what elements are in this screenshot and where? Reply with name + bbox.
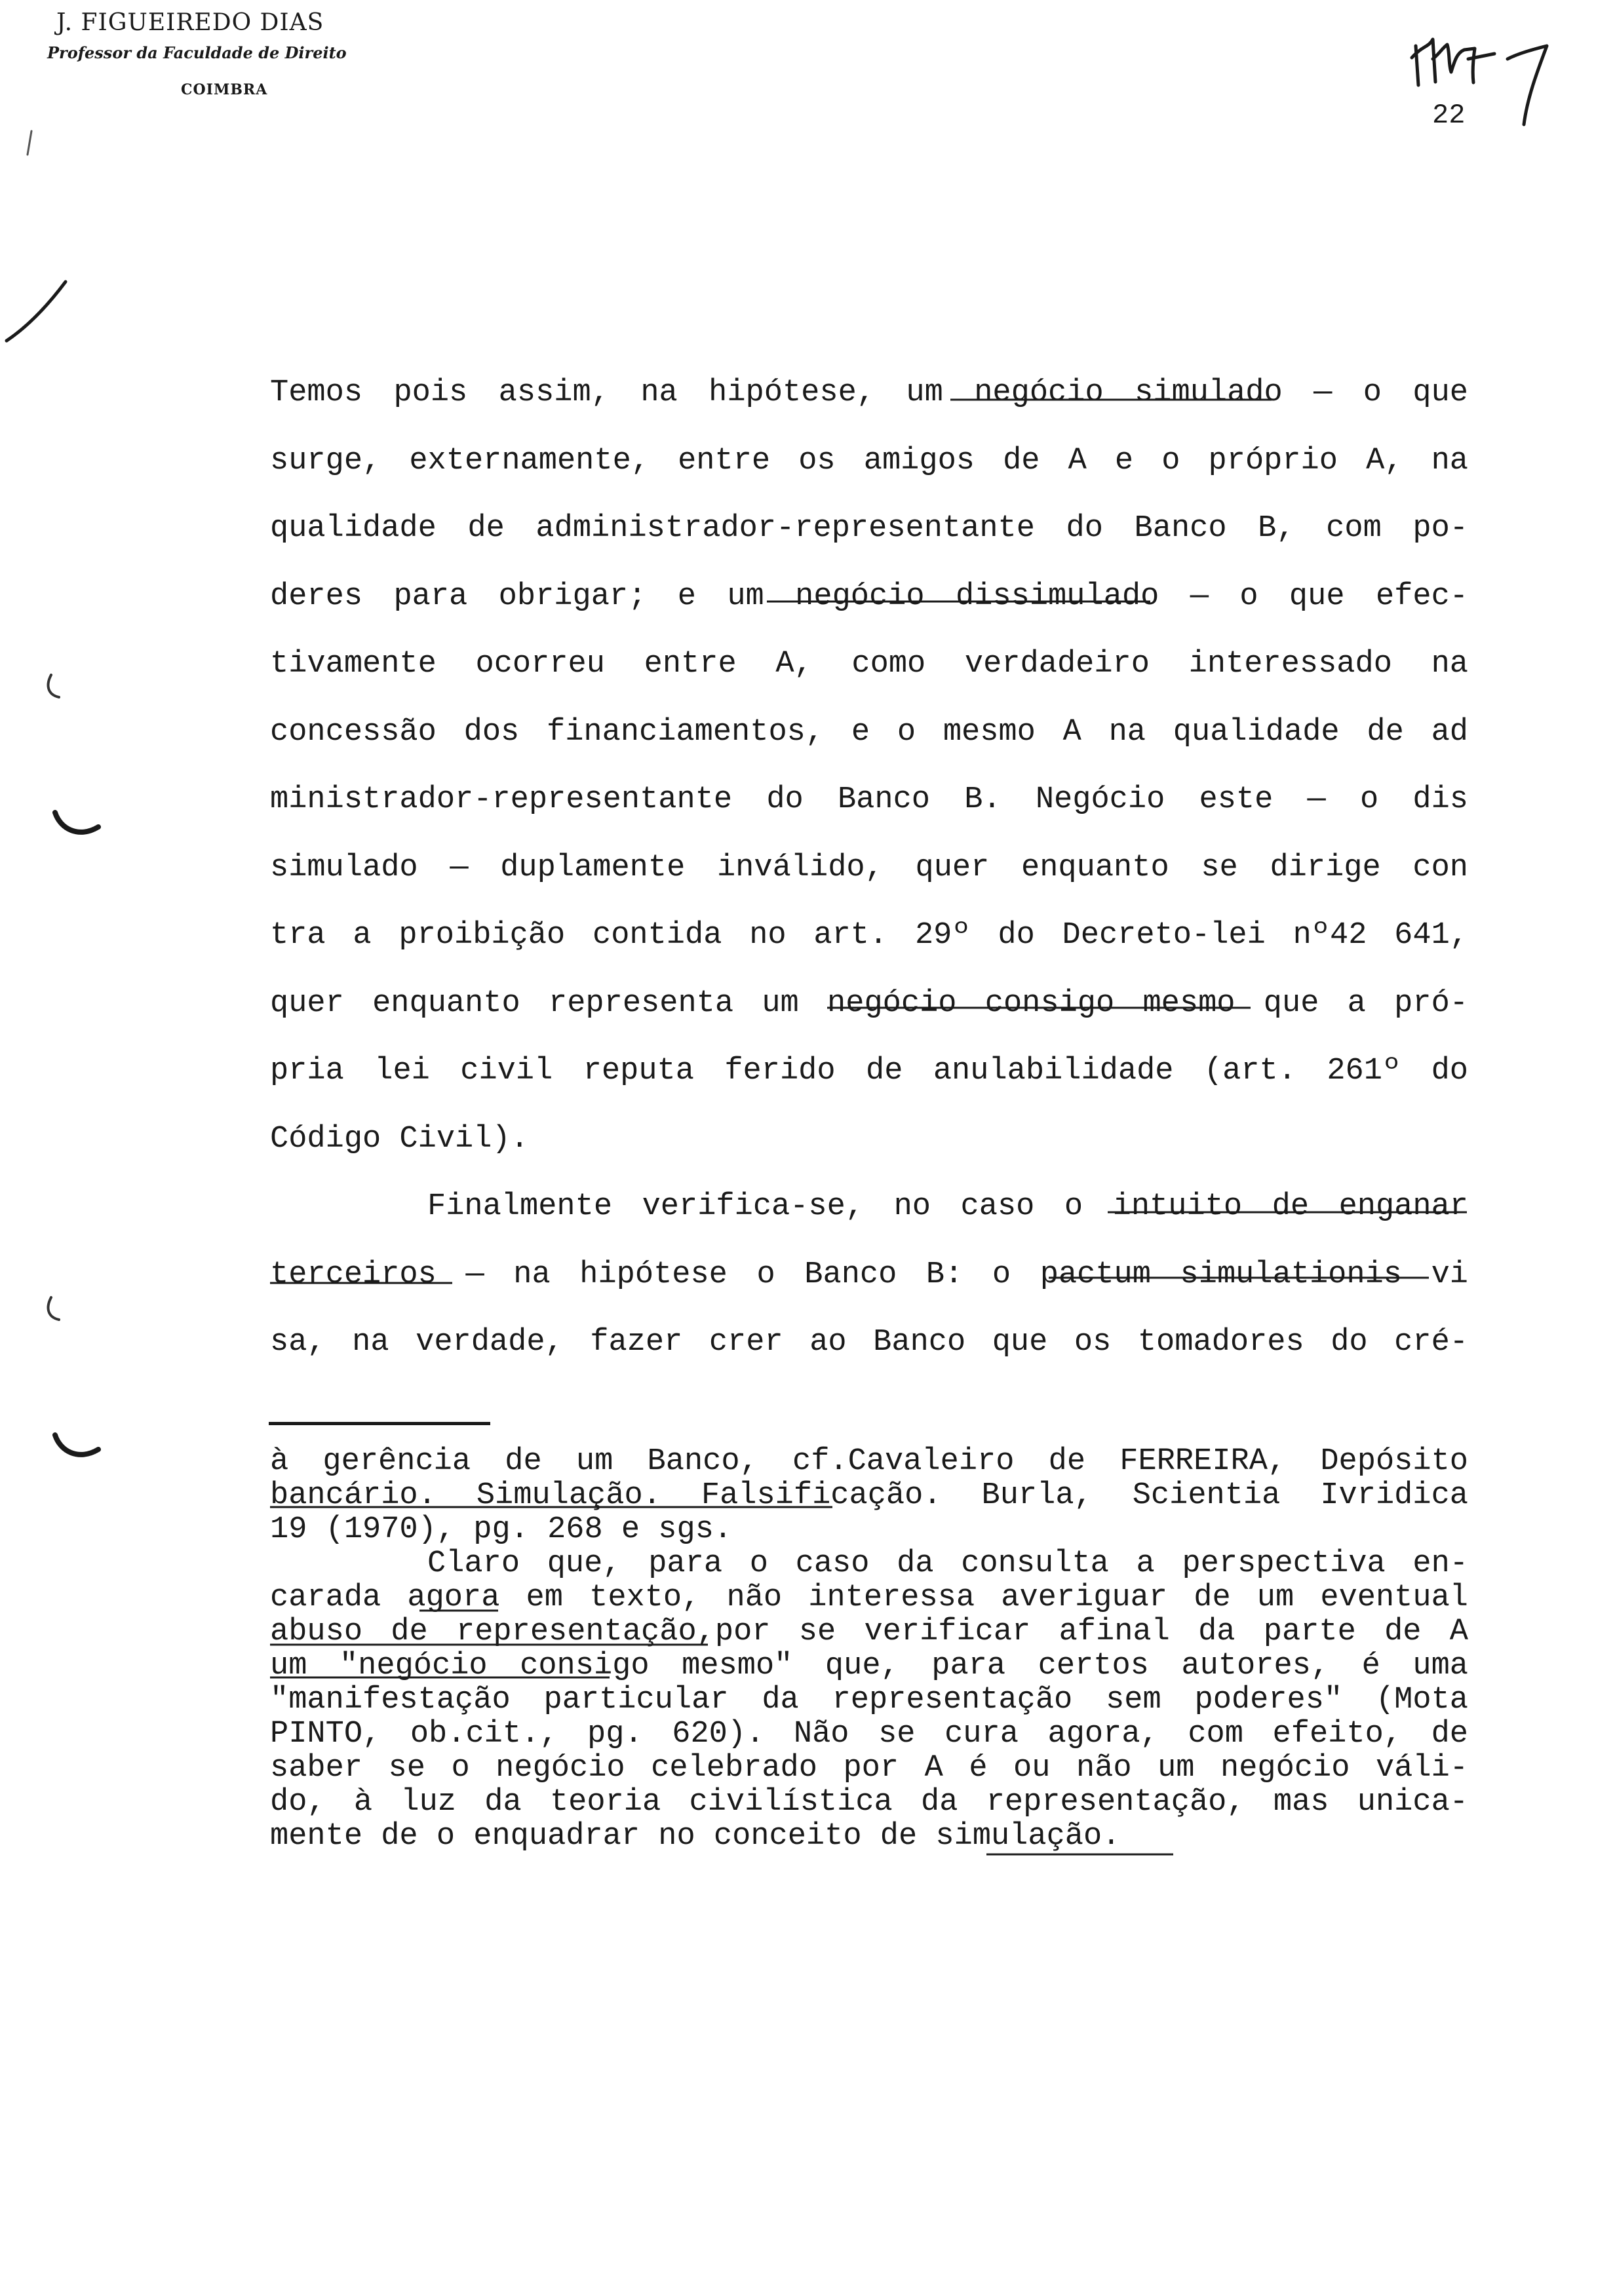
footnote-line: do, à luz da teoria civilística da representação, mas unica- [270,1785,1468,1820]
footnote-line: um "negócio consigo mesmo" que, para certos autores, é uma [270,1649,1468,1683]
margin-hole-mark [55,1435,98,1455]
footnote-line: carada agora em texto, não interessa averiguar de um eventual [270,1580,1468,1615]
body-line: sa, na verdade, fazer crer ao Banco que os tomadores do cré- [270,1325,1468,1360]
body-line: Finalmente verifica-se, no caso o intuito de enganar [427,1189,1468,1224]
page-number: 22 [1432,100,1466,131]
letterhead-name: J. FIGUEIREDO DIAS [56,9,324,36]
footnote-text [270,1445,1468,1854]
body-line: ministrador-representante do Banco B. Negócio este — o dis [270,782,1468,817]
margin-hole-mark [49,1297,59,1320]
footnote-line: à gerência de um Banco, cf.Cavaleiro de FERREIRA, Depósito [270,1444,1468,1479]
body-line: Temos pois assim, na hipótese, um negócio simulado — o que [270,375,1468,410]
margin-hole-mark [55,813,98,832]
letterhead-city: COIMBRA [181,81,268,98]
footnote-line: bancário. Simulação. Falsificação. Burla, Scientia Ivridica [270,1478,1468,1513]
body-line: tra a proibição contida no art. 29º do Decreto-lei nº42 641, [270,918,1468,953]
footnote-line: Claro que, para o caso da consulta a perspectiva en- [427,1546,1468,1581]
body-line: simulado — duplamente inválido, quer enquanto se dirige con [270,850,1468,885]
body-line: concessão dos financiamentos, e o mesmo A na qualidade de ad [270,714,1468,750]
body-line: Código Civil). [270,1121,529,1157]
body-line: quer enquanto representa um negócio consigo mesmo que a pró- [270,985,1468,1021]
footnote-line: mente de o enquadrar no conceito de simulação. [270,1819,1121,1854]
letterhead-title: Professor da Faculdade de Direito [47,43,347,62]
margin-hole-mark [49,675,59,697]
body-line: terceiros — na hipótese o Banco B: o pactum simulationis vi [270,1257,1468,1292]
margin-tick-mark [28,131,31,155]
footnote-line: "manifestação particular da representação sem poderes" (Mota [270,1683,1468,1717]
body-line: pria lei civil reputa ferido de anulabilidade (art. 261º do [270,1054,1468,1088]
body-line: tivamente ocorreu entre A, como verdadeiro interessado na [270,647,1468,681]
body-line: deres para obrigar; e um negócio dissimulado — o que efec- [270,579,1468,614]
body-line: qualidade de administrador-representante do Banco B, com po- [270,511,1468,546]
footnote-line: 19 (1970), pg. 268 e sgs. [270,1512,733,1547]
handwritten-signature [1409,20,1553,131]
footnote-line: abuso de representação,por se verificar afinal da parte de A [270,1615,1468,1649]
footnote-line: saber se o negócio celebrado por A é ou não um negócio váli- [270,1751,1468,1786]
margin-check-mark [7,282,66,341]
main-body-text [270,359,1468,1377]
footnote-divider [269,1422,490,1425]
body-line: surge, externamente, entre os amigos de A e o próprio A, na [270,443,1468,478]
footnote-line: PINTO, ob.cit., pg. 620). Não se cura agora, com efeito, de [270,1717,1468,1751]
